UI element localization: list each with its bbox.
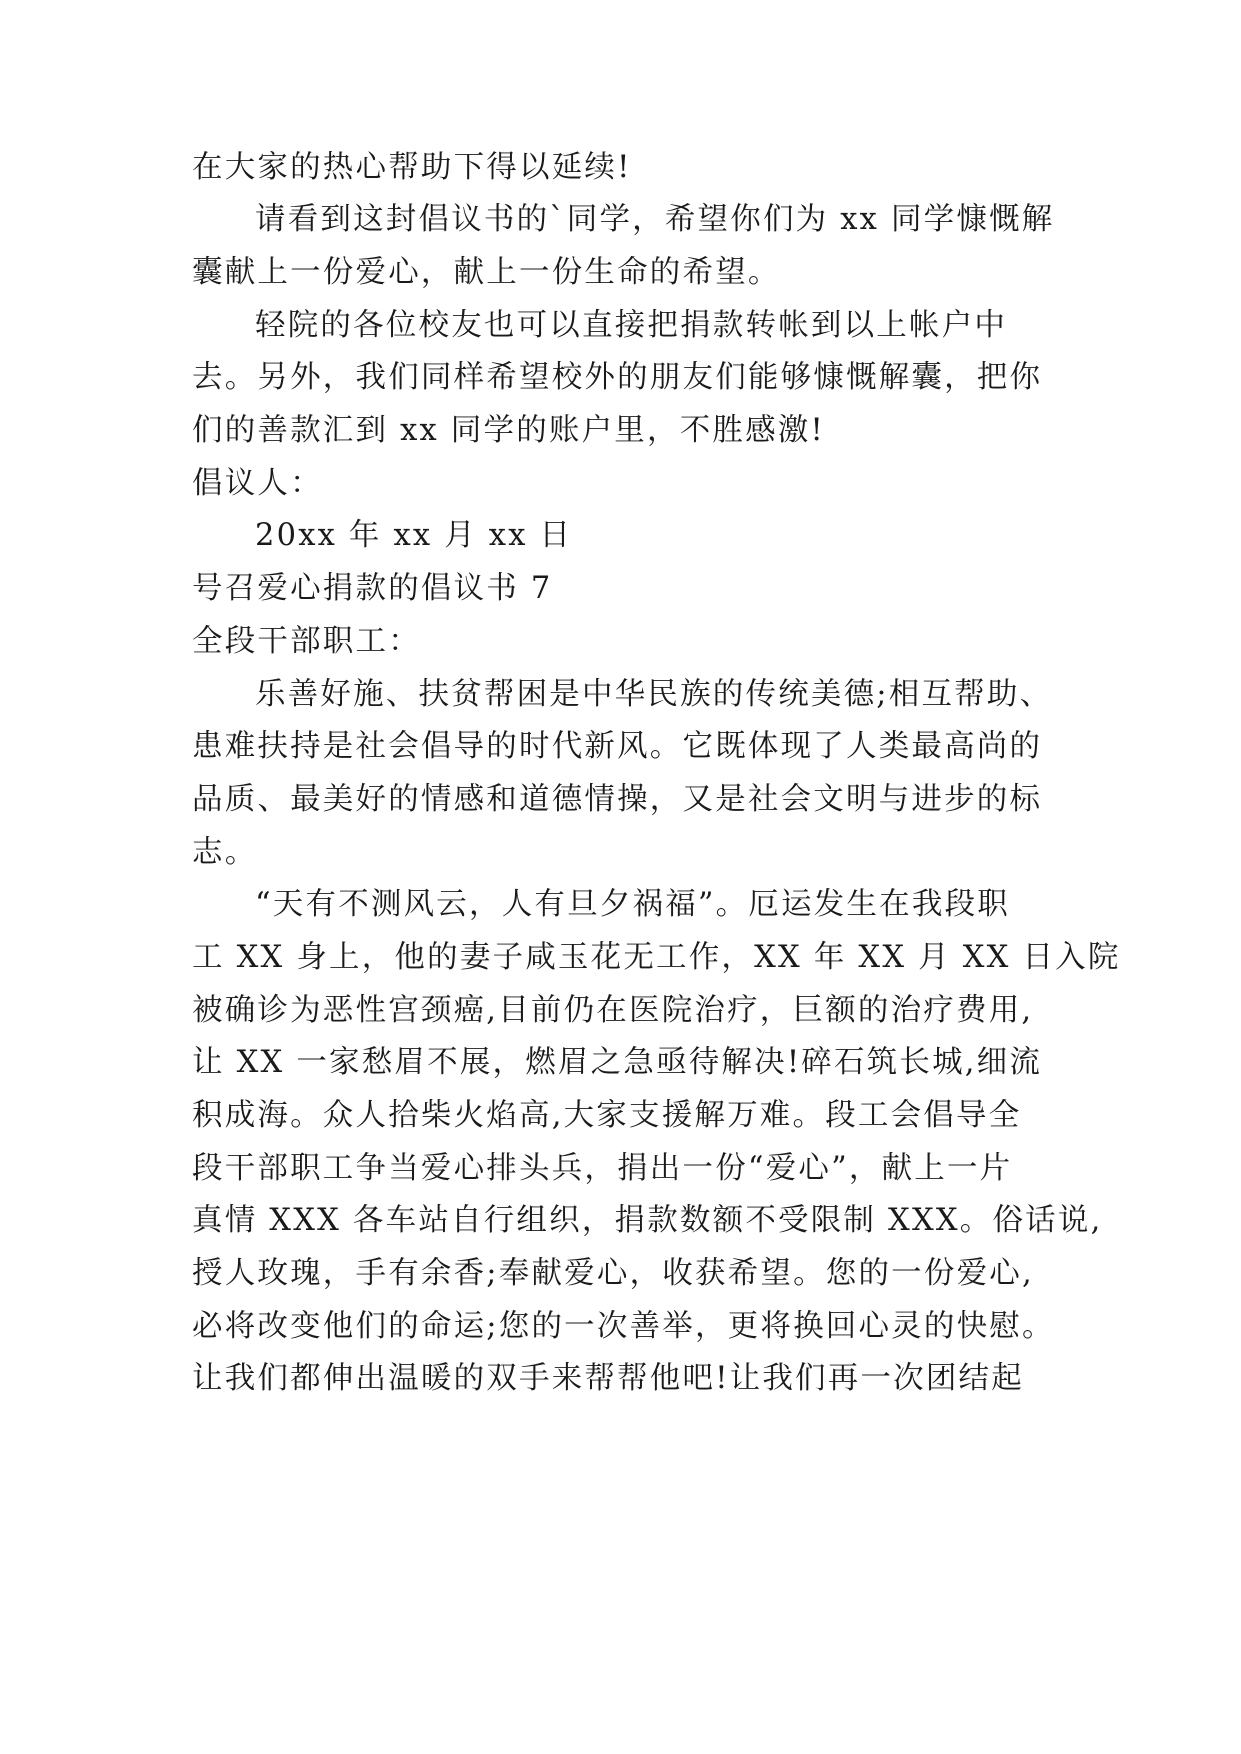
text-line: 必将改变他们的命运;您的一次善举，更将换回心灵的快慰。 xyxy=(192,1309,1055,1344)
text-line: 真情 XXX 各车站自行组织，捐款数额不受限制 XXX。俗话说, xyxy=(192,1203,1103,1238)
text-line: 请看到这封倡议书的`同学，希望你们为 xx 同学慷慨解 xyxy=(255,202,1055,237)
date-line: 20xx 年 xx 月 xx 日 xyxy=(255,518,573,553)
text-line: 轻院的各位校友也可以直接把捐款转帐到以上帐户中 xyxy=(255,308,1008,343)
salutation: 全段干部职工： xyxy=(192,624,421,659)
text-line: 段干部职工争当爱心排头兵，捐出一份“爱心”，献上一片 xyxy=(192,1151,1013,1186)
text-line: “天有不测风云，人有旦夕祸福”。厄运发生在我段职 xyxy=(255,887,1010,922)
text-line: 授人玫瑰，手有余香;奉献爱心，收获希望。您的一份爱心, xyxy=(192,1256,1034,1291)
text-line: 囊献上一份爱心，献上一份生命的希望。 xyxy=(192,255,781,290)
text-line: 品质、最美好的情感和道德情操，又是社会文明与进步的标 xyxy=(192,782,1043,817)
text-line: 被确诊为恶性宫颈癌,目前仍在医院治疗，巨额的治疗费用, xyxy=(192,993,1034,1028)
text-line: 乐善好施、扶贫帮困是中华民族的传统美德;相互帮助、 xyxy=(255,677,1053,712)
text-line: 志。 xyxy=(192,835,258,870)
text-line: 患难扶持是社会倡导的时代新风。它既体现了人类最高尚的 xyxy=(192,729,1043,764)
text-line: 倡议人： xyxy=(192,466,323,501)
text-line: 积成海。众人拾柴火焰高,大家支援解万难。段工会倡导全 xyxy=(192,1098,1022,1133)
text-line: 在大家的热心帮助下得以延续! xyxy=(192,150,632,185)
text-line: 去。另外，我们同样希望校外的朋友们能够慷慨解囊，把你 xyxy=(192,360,1043,395)
text-line: 让 XX 一家愁眉不展，燃眉之急亟待解决!碎石筑长城,细流 xyxy=(192,1045,1043,1080)
text-line: 工 XX 身上，他的妻子咸玉花无工作，XX 年 XX 月 XX 日入院 xyxy=(192,940,1121,975)
text-line: 们的善款汇到 xx 同学的账户里，不胜感激! xyxy=(192,413,825,448)
text-line: 让我们都伸出温暖的双手来帮帮他吧!让我们再一次团结起 xyxy=(192,1361,1024,1396)
section-title: 号召爱心捐款的倡议书 7 xyxy=(192,571,553,606)
